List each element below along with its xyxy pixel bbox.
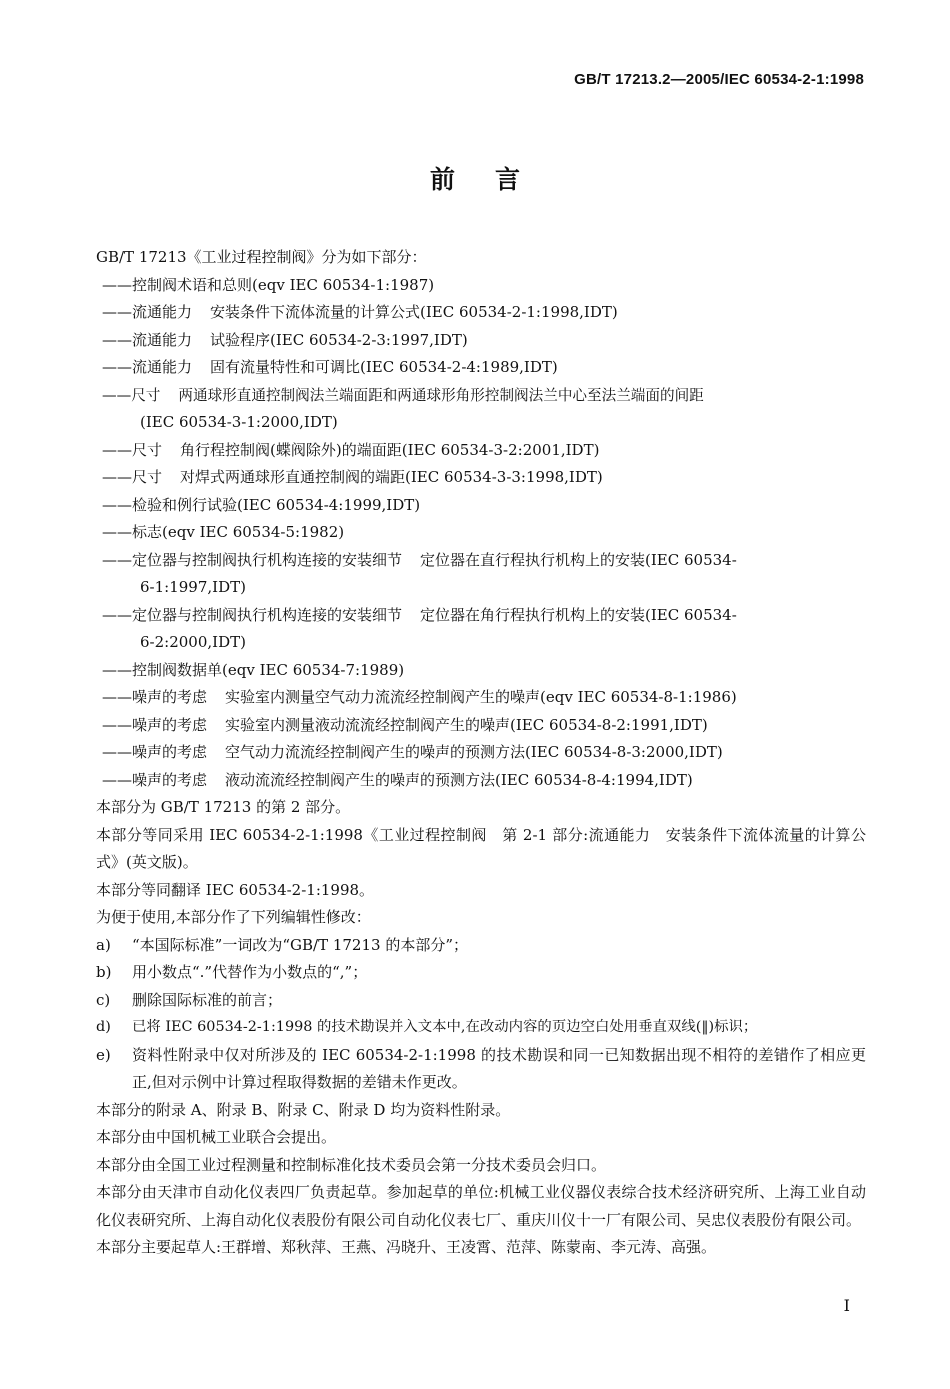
part-item: ——噪声的考虑 实验室内测量空气动力流流经控制阀产生的噪声(eqv IEC 60534-8-1:1986) [102, 688, 737, 706]
paragraph: 本部分由中国机械工业联合会提出。 [96, 1128, 337, 1146]
part-item: ——尺寸 对焊式两通球形直通控制阀的端距(IEC 60534-3-3:1998,IDT) [102, 468, 603, 486]
paragraph: 本部分由全国工业过程测量和控制标准化技术委员会第一分技术委员会归口。 [96, 1155, 607, 1174]
part-item: ——控制阀术语和总则(eqv IEC 60534-1:1987) [102, 275, 435, 294]
paragraph: 本部分等同翻译 IEC 60534-2-1:1998。 [96, 880, 375, 899]
edit-item: e) 资料性附录中仅对所涉及的 IEC 60534-2-1:1998 的技术勘误和同一已知数据出现不相符的差错作了相应更正,但对示例中计算过程取得数据的差错未作更改。 [96, 1045, 866, 1091]
paragraph: 本部分等同采用 IEC 60534-2-1:1998《工业过程控制阀 第 2-1 部分:流通能力 安装条件下流体流量的计算公式》(英文版)。 [96, 825, 866, 871]
part-item-continued: 6-1:1997,IDT) [140, 578, 246, 596]
part-item-continued: (IEC 60534-3-1:2000,IDT) [140, 413, 338, 431]
part-item-continued: 6-2:2000,IDT) [140, 633, 246, 651]
part-item: ——噪声的考虑 液动流流经控制阀产生的噪声的预测方法(IEC 60534-8-4:1994,IDT) [102, 770, 693, 789]
part-item: ——流通能力 试验程序(IEC 60534-2-3:1997,IDT) [102, 330, 468, 349]
part-item: ——标志(eqv IEC 60534-5:1982) [102, 523, 345, 541]
part-item: ——定位器与控制阀执行机构连接的安装细节 定位器在角行程执行机构上的安装(IEC 60534- [102, 605, 737, 624]
paragraph: 本部分由天津市自动化仪表四厂负责起草。参加起草的单位:机械工业仪器仪表综合技术经济研究所、上海工业自动化仪表研究所、上海自动化仪表股份有限公司自动化仪表七厂、重庆川仪十一厂有限公司、吴忠仪表股份有限公司。 [96, 1183, 866, 1229]
part-item: ——噪声的考虑 实验室内测量液动流流经控制阀产生的噪声(IEC 60534-8-2:1991,IDT) [102, 715, 708, 734]
part-item: ——尺寸 角行程控制阀(蝶阀除外)的端面距(IEC 60534-3-2:2001,IDT) [102, 440, 600, 459]
paragraph: 本部分为 GB/T 17213 的第 2 部分。 [96, 798, 351, 816]
page-title: 前言 [429, 165, 560, 194]
part-item: ——流通能力 固有流量特性和可调比(IEC 60534-2-4:1989,IDT) [102, 358, 558, 376]
paragraph: 本部分主要起草人:王群增、郑秋萍、王燕、冯晓升、王凌霄、范萍、陈蒙南、李元涛、高强。 [96, 1238, 717, 1256]
edit-item: d) 已将 IEC 60534-2-1:1998 的技术勘误并入文本中,在改动内容的页边空白处用垂直双线(‖)标识； [96, 1019, 758, 1035]
edit-item: b) 用小数点“.”代替作为小数点的“,”； [96, 963, 368, 981]
paragraph: 本部分的附录 A、附录 B、附录 C、附录 D 均为资料性附录。 [96, 1100, 511, 1119]
part-item: ——流通能力 安装条件下流体流量的计算公式(IEC 60534-2-1:1998,IDT) [102, 303, 618, 321]
part-item: ——尺寸 两通球形直通控制阀法兰端面距和两通球形角形控制阀法兰中心至法兰端面的间距 [102, 386, 704, 404]
foreword-body [96, 244, 866, 1262]
intro-line: GB/T 17213《工业过程控制阀》分为如下部分： [96, 248, 427, 266]
paragraph: 为便于使用,本部分作了下列编辑性修改： [96, 908, 371, 926]
part-item: ——定位器与控制阀执行机构连接的安装细节 定位器在直行程执行机构上的安装(IEC 60534- [102, 550, 737, 569]
edit-item: c) 删除国际标准的前言； [96, 990, 283, 1009]
page-number: I [843, 1296, 850, 1315]
edit-item: a) “本国际标准”一词改为“GB/T 17213 的本部分”； [96, 935, 468, 954]
standard-code-header: GB/T 17213.2—2005/IEC 60534-2-1:1998 [574, 71, 864, 88]
part-item: ——控制阀数据单(eqv IEC 60534-7:1989) [102, 660, 405, 679]
part-item: ——检验和例行试验(IEC 60534-4:1999,IDT) [102, 495, 421, 514]
part-item: ——噪声的考虑 空气动力流流经控制阀产生的噪声的预测方法(IEC 60534-8-3:2000,IDT) [102, 743, 723, 761]
